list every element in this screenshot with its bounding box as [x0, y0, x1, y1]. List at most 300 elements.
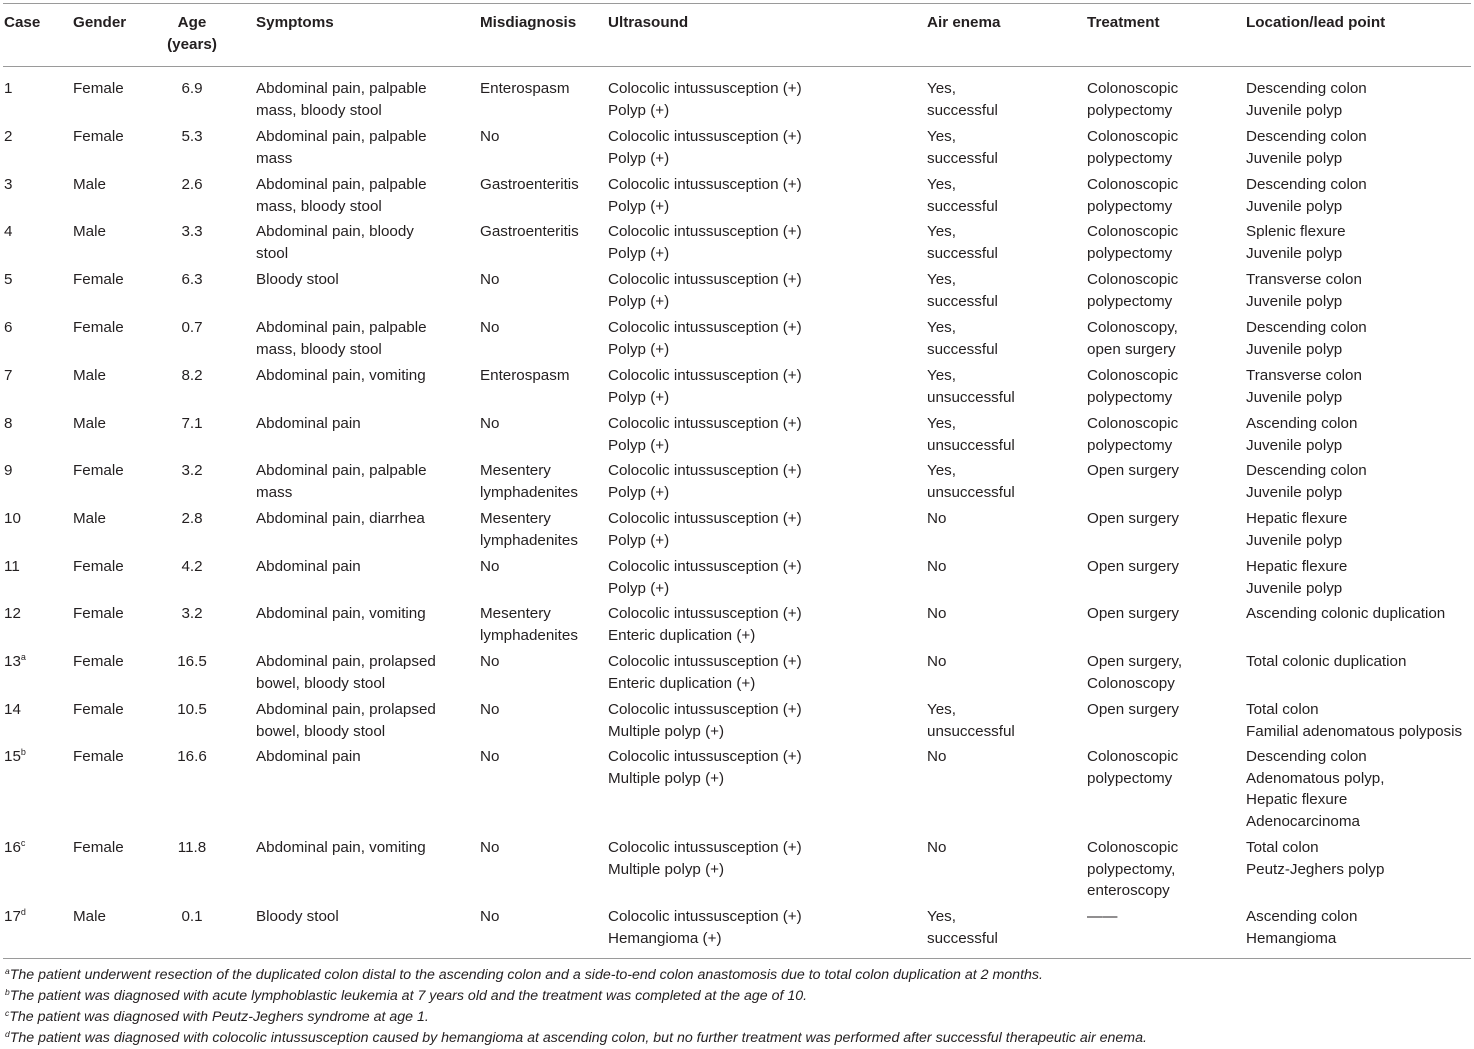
cell-misdiagnosis-line: No — [480, 558, 500, 575]
cell-treatment-line: Open surgery — [1087, 462, 1180, 479]
footnote — [5, 1008, 429, 1026]
cell-air-enema-line: Yes, — [927, 271, 956, 288]
cell-symptoms — [256, 413, 361, 435]
case-number: 6 — [4, 319, 13, 336]
cell-misdiagnosis — [480, 556, 499, 578]
header-age-unit: (years) — [167, 35, 217, 53]
footnote-text: The patient underwent resection of the duplicated colon distal to the ascending colon and a side-to-end colon anastomosis due to total colon duplication at 2 months. — [9, 967, 1043, 983]
cell-treatment-line: Colonoscopy — [1087, 674, 1175, 692]
cell-treatment — [1087, 651, 1182, 694]
cell-symptoms-line: Abdominal pain, vomiting — [256, 839, 426, 856]
cell-treatment — [1087, 126, 1178, 169]
cell-symptoms — [256, 126, 427, 169]
cell-gender: Male — [73, 223, 106, 240]
case-number: 14 — [4, 701, 21, 718]
cell-air-enema — [927, 269, 998, 312]
cell-symptoms — [256, 269, 339, 291]
cell-symptoms — [256, 837, 426, 859]
cell-location-line: Juvenile polyp — [1246, 101, 1343, 119]
cell-air-enema-line: Yes, — [927, 176, 956, 193]
cell-gender: Female — [73, 80, 124, 97]
case-number: 10 — [4, 510, 21, 527]
cell-treatment-line: polypectomy — [1087, 436, 1173, 454]
cell-location-line: Transverse colon — [1246, 367, 1362, 384]
footnote-mark: b — [5, 987, 10, 997]
cell-gender: Male — [73, 367, 106, 384]
cell-age: 6.9 — [181, 80, 203, 97]
cell-location-line: Descending colon — [1246, 462, 1367, 479]
cell-location — [1246, 556, 1347, 599]
cell-location — [1246, 174, 1367, 217]
cell-case — [4, 413, 12, 435]
footnote-marker: d — [20, 907, 26, 917]
cell-symptoms-line: Abdominal pain, palpable — [256, 319, 427, 336]
cell-location — [1246, 460, 1367, 503]
cell-symptoms-line: Abdominal pain, palpable — [256, 128, 427, 145]
cell-age: 6.3 — [181, 271, 203, 288]
cell-misdiagnosis — [480, 460, 578, 503]
case-number: 8 — [4, 415, 13, 432]
cell-gender: Female — [73, 128, 124, 145]
cell-symptoms — [256, 460, 427, 503]
cell-age: 16.5 — [177, 653, 207, 670]
cell-location-line: Descending colon — [1246, 80, 1367, 97]
cell-location-line: Descending colon — [1246, 319, 1367, 336]
cell-symptoms-line: Abdominal pain, vomiting — [256, 367, 426, 384]
cell-treatment-line: Colonoscopic — [1087, 128, 1179, 145]
cell-symptoms-line: Abdominal pain, bloody — [256, 223, 414, 240]
cell-case — [4, 603, 21, 625]
cell-location — [1246, 746, 1384, 832]
cell-age: 5.3 — [181, 128, 203, 145]
cell-misdiagnosis-line: lymphadenites — [480, 531, 578, 549]
cell-treatment — [1087, 174, 1178, 217]
cell-symptoms — [256, 174, 427, 217]
cell-location — [1246, 508, 1347, 551]
cell-location-line: Juvenile polyp — [1246, 197, 1343, 215]
cell-location — [1246, 269, 1362, 312]
cell-location — [1246, 221, 1346, 264]
cell-ultrasound-line: Polyp (+) — [608, 531, 670, 549]
cell-symptoms-line: bowel, bloody stool — [256, 722, 386, 740]
cell-location-line: Juvenile polyp — [1246, 436, 1343, 454]
cell-ultrasound-line: Colocolic intussusception (+) — [608, 223, 802, 240]
cell-ultrasound-line: Colocolic intussusception (+) — [608, 908, 802, 925]
cell-ultrasound-line: Polyp (+) — [608, 340, 670, 358]
cell-misdiagnosis — [480, 269, 499, 291]
cell-location-line: Juvenile polyp — [1246, 483, 1343, 501]
cell-ultrasound-line: Polyp (+) — [608, 101, 670, 119]
cell-air-enema — [927, 746, 946, 768]
cell-air-enema-line: successful — [927, 197, 998, 215]
cell-location-line: Juvenile polyp — [1246, 340, 1343, 358]
cell-location-line: Ascending colon — [1246, 415, 1358, 432]
cell-misdiagnosis — [480, 413, 499, 435]
cell-misdiagnosis — [480, 699, 499, 721]
cell-air-enema-line: Yes, — [927, 223, 956, 240]
cell-age: 16.6 — [177, 748, 207, 765]
cell-age: 7.1 — [181, 415, 203, 432]
case-number: 4 — [4, 223, 13, 240]
cell-gender: Female — [73, 605, 124, 622]
cell-symptoms — [256, 651, 436, 694]
cell-air-enema — [927, 603, 946, 625]
cell-misdiagnosis-line: Enterospasm — [480, 367, 570, 384]
cell-misdiagnosis-line: Gastroenteritis — [480, 176, 579, 193]
cell-air-enema-line: Yes, — [927, 319, 956, 336]
cell-treatment-line: polypectomy — [1087, 769, 1173, 787]
footnote — [5, 987, 807, 1005]
cell-ultrasound — [608, 269, 802, 312]
cell-misdiagnosis — [480, 221, 579, 243]
header-gender: Gender — [73, 14, 127, 31]
cell-air-enema-line: Yes, — [927, 908, 956, 925]
cell-misdiagnosis — [480, 603, 578, 646]
cell-treatment-line: polypectomy — [1087, 101, 1173, 119]
header-misdiagnosis: Misdiagnosis — [480, 14, 577, 31]
cell-age: 4.2 — [181, 558, 203, 575]
cell-air-enema-line: Yes, — [927, 462, 956, 479]
cell-ultrasound — [608, 556, 802, 599]
cell-age: 11.8 — [177, 839, 207, 856]
cell-gender: Female — [73, 558, 124, 575]
cell-misdiagnosis-line: lymphadenites — [480, 626, 578, 644]
cell-symptoms-line: Abdominal pain, palpable — [256, 176, 427, 193]
cell-location-line: Ascending colonic duplication — [1246, 605, 1446, 622]
cell-location-line: Juvenile polyp — [1246, 244, 1343, 262]
cell-misdiagnosis — [480, 126, 499, 148]
cell-treatment — [1087, 508, 1179, 530]
cell-treatment — [1087, 78, 1178, 121]
cell-air-enema — [927, 126, 998, 169]
cell-location — [1246, 699, 1462, 742]
cell-case — [4, 699, 21, 721]
cell-treatment-line: polypectomy — [1087, 197, 1173, 215]
cell-air-enema — [927, 508, 946, 530]
cell-treatment — [1087, 837, 1178, 902]
cell-misdiagnosis-line: Gastroenteritis — [480, 223, 579, 240]
cell-case — [4, 221, 12, 243]
cell-age: 8.2 — [181, 367, 203, 384]
cell-air-enema — [927, 906, 998, 949]
cell-ultrasound — [608, 603, 802, 646]
cell-location — [1246, 651, 1406, 673]
cell-misdiagnosis-line: No — [480, 839, 500, 856]
cell-treatment-line: Colonoscopic — [1087, 748, 1179, 765]
cell-age: 2.6 — [181, 176, 203, 193]
header-air-enema: Air enema — [927, 14, 1001, 31]
cell-misdiagnosis — [480, 174, 579, 196]
cell-symptoms-line: Bloody stool — [256, 271, 339, 288]
cell-case — [4, 460, 12, 482]
cell-location-line: Total colon — [1246, 701, 1319, 718]
cell-symptoms-line: stool — [256, 244, 289, 262]
cell-misdiagnosis — [480, 746, 499, 768]
cell-treatment-line: Open surgery, — [1087, 653, 1183, 670]
cell-treatment — [1087, 460, 1179, 482]
cell-treatment — [1087, 603, 1179, 625]
cell-gender: Male — [73, 176, 106, 193]
cell-location — [1246, 906, 1357, 949]
cell-location-line: Juvenile polyp — [1246, 292, 1343, 310]
cell-treatment-line: Colonoscopic — [1087, 80, 1179, 97]
cell-air-enema-line: unsuccessful — [927, 722, 1015, 740]
cell-treatment-line: polypectomy — [1087, 244, 1173, 262]
cell-misdiagnosis-line: No — [480, 748, 500, 765]
cell-ultrasound-line: Polyp (+) — [608, 483, 670, 501]
cell-symptoms-line: Abdominal pain, vomiting — [256, 605, 426, 622]
cell-age: 2.8 — [181, 510, 203, 527]
cell-case — [4, 269, 12, 291]
cell-location-line: Hepatic flexure — [1246, 791, 1348, 808]
footnote-mark: d — [5, 1029, 10, 1039]
cell-treatment-line: Open surgery — [1087, 605, 1180, 622]
footnote-text: The patient was diagnosed with Peutz-Jeghers syndrome at age 1. — [9, 1009, 429, 1025]
cell-air-enema-line: No — [927, 605, 947, 622]
cell-location-line: Juvenile polyp — [1246, 149, 1343, 167]
cell-gender: Female — [73, 653, 124, 670]
cell-gender: Female — [73, 701, 124, 718]
cell-ultrasound-line: Colocolic intussusception (+) — [608, 558, 802, 575]
cell-symptoms — [256, 603, 426, 625]
cell-location — [1246, 126, 1367, 169]
cell-treatment-line: polypectomy — [1087, 149, 1173, 167]
cell-ultrasound-line: Colocolic intussusception (+) — [608, 367, 802, 384]
footnote-mark: c — [5, 1008, 10, 1018]
cell-ultrasound — [608, 460, 802, 503]
cell-symptoms — [256, 699, 436, 742]
case-number: 1 — [4, 80, 13, 97]
cell-case — [4, 651, 26, 673]
case-number: 2 — [4, 128, 13, 145]
cell-age: 10.5 — [177, 701, 207, 718]
cell-symptoms — [256, 221, 414, 264]
cell-age: 0.1 — [181, 908, 203, 925]
cell-ultrasound-line: Colocolic intussusception (+) — [608, 748, 802, 765]
cell-ultrasound-line: Multiple polyp (+) — [608, 722, 725, 740]
cell-air-enema — [927, 460, 1015, 503]
cell-air-enema-line: successful — [927, 929, 998, 947]
cell-air-enema-line: unsuccessful — [927, 388, 1015, 406]
cell-air-enema-line: successful — [927, 101, 998, 119]
cell-ultrasound-line: Colocolic intussusception (+) — [608, 510, 802, 527]
case-number: 13 — [4, 653, 21, 670]
cell-location-line: Descending colon — [1246, 128, 1367, 145]
cell-gender: Female — [73, 271, 124, 288]
cell-ultrasound-line: Polyp (+) — [608, 244, 670, 262]
cell-treatment-line: Open surgery — [1087, 510, 1180, 527]
cell-ultrasound-line: Polyp (+) — [608, 197, 670, 215]
cell-air-enema-line: successful — [927, 149, 998, 167]
cell-location-line: Juvenile polyp — [1246, 531, 1343, 549]
cell-symptoms-line: mass, bloody stool — [256, 197, 382, 215]
cell-location-line: Hemangioma — [1246, 929, 1337, 947]
cell-location — [1246, 317, 1367, 360]
cell-age: 3.3 — [181, 223, 203, 240]
case-number: 12 — [4, 605, 21, 622]
cell-treatment — [1087, 413, 1178, 456]
header-age — [162, 12, 222, 55]
cell-air-enema — [927, 221, 998, 264]
cell-treatment-line: Colonoscopic — [1087, 223, 1179, 240]
cell-symptoms-line: Abdominal pain — [256, 748, 361, 765]
header-ultrasound: Ultrasound — [608, 14, 689, 31]
case-number: 5 — [4, 271, 13, 288]
cell-gender: Female — [73, 319, 124, 336]
cell-ultrasound-line: Polyp (+) — [608, 436, 670, 454]
cell-misdiagnosis-line: Enterospasm — [480, 80, 570, 97]
cell-ultrasound-line: Multiple polyp (+) — [608, 769, 725, 787]
cell-location-line: Total colonic duplication — [1246, 653, 1407, 670]
cell-symptoms-line: Abdominal pain — [256, 415, 361, 432]
header-age-label: Age — [177, 14, 207, 31]
cell-symptoms — [256, 508, 425, 530]
cell-symptoms — [256, 556, 361, 578]
cell-air-enema-line: successful — [927, 340, 998, 358]
cell-air-enema-line: No — [927, 748, 947, 765]
cell-air-enema-line: Yes, — [927, 128, 956, 145]
cell-treatment-line: Colonoscopic — [1087, 367, 1179, 384]
cell-ultrasound-line: Colocolic intussusception (+) — [608, 701, 802, 718]
case-number: 7 — [4, 367, 13, 384]
cell-location-line: Juvenile polyp — [1246, 388, 1343, 406]
cell-location-line: Hepatic flexure — [1246, 510, 1348, 527]
cell-treatment-line: Colonoscopic — [1087, 839, 1179, 856]
cell-ultrasound — [608, 651, 802, 694]
cell-ultrasound-line: Colocolic intussusception (+) — [608, 128, 802, 145]
cell-location-line: Peutz-Jeghers polyp — [1246, 860, 1385, 878]
cell-location-line: Hepatic flexure — [1246, 558, 1348, 575]
cell-case — [4, 317, 12, 339]
cell-air-enema — [927, 699, 1015, 742]
footnote-marker: a — [20, 652, 26, 662]
cell-ultrasound — [608, 221, 802, 264]
cell-treatment-line: Colonoscopy, — [1087, 319, 1178, 336]
cell-case — [4, 174, 12, 196]
cell-treatment — [1087, 746, 1178, 789]
case-number: 15 — [4, 748, 21, 765]
cell-misdiagnosis-line: No — [480, 908, 500, 925]
cell-air-enema-line: No — [927, 510, 947, 527]
table-top-rule — [3, 3, 1471, 4]
cell-gender: Female — [73, 462, 124, 479]
header-symptoms: Symptoms — [256, 14, 334, 31]
cell-location-line: Adenocarcinoma — [1246, 812, 1360, 830]
cell-misdiagnosis-line: Mesentery — [480, 510, 551, 527]
cell-misdiagnosis — [480, 837, 499, 859]
cell-air-enema — [927, 317, 998, 360]
cell-treatment-line: polypectomy — [1087, 292, 1173, 310]
header-case: Case — [4, 14, 41, 31]
cell-case — [4, 837, 25, 859]
cell-symptoms-line: Abdominal pain, prolapsed — [256, 701, 436, 718]
cell-air-enema-line: Yes, — [927, 80, 956, 97]
cell-ultrasound-line: Colocolic intussusception (+) — [608, 271, 802, 288]
cell-air-enema-line: Yes, — [927, 415, 956, 432]
footnote-marker: c — [20, 838, 26, 848]
cell-misdiagnosis — [480, 651, 499, 673]
cell-ultrasound-line: Colocolic intussusception (+) — [608, 462, 802, 479]
cell-location — [1246, 413, 1357, 456]
cell-symptoms-line: Abdominal pain, diarrhea — [256, 510, 425, 527]
cell-symptoms-line: Abdominal pain, palpable — [256, 80, 427, 97]
cell-air-enema — [927, 556, 946, 578]
cell-case — [4, 365, 12, 387]
cell-gender: Female — [73, 839, 124, 856]
cell-treatment — [1087, 221, 1178, 264]
cell-air-enema-line: unsuccessful — [927, 483, 1015, 501]
cell-treatment-line: Colonoscopic — [1087, 415, 1179, 432]
cell-misdiagnosis — [480, 508, 578, 551]
footnote-text: The patient was diagnosed with acute lymphoblastic leukemia at 7 years old and the treatment was completed at the age of 10. — [9, 988, 808, 1004]
footnote-text: The patient was diagnosed with colocolic intussusception caused by hemangioma at ascending colon, but no further treatment was performed after successful therapeutic air enema. — [9, 1030, 1147, 1046]
cell-case — [4, 508, 21, 530]
cell-ultrasound-line: Colocolic intussusception (+) — [608, 319, 802, 336]
cell-air-enema — [927, 78, 998, 121]
cell-ultrasound — [608, 837, 802, 880]
cell-location-line: Total colon — [1246, 839, 1319, 856]
cell-location — [1246, 78, 1367, 121]
cell-air-enema-line: No — [927, 839, 947, 856]
table-bottom-rule — [3, 958, 1471, 959]
cell-age: 3.2 — [181, 605, 203, 622]
header-bottom-rule — [3, 66, 1471, 67]
footnote — [5, 966, 1043, 984]
cell-location-line: Descending colon — [1246, 748, 1367, 765]
cell-air-enema-line: No — [927, 558, 947, 575]
cell-symptoms — [256, 906, 339, 928]
cell-misdiagnosis — [480, 317, 499, 339]
case-number: 11 — [4, 558, 20, 575]
cell-symptoms-line: Bloody stool — [256, 908, 339, 925]
cell-treatment-line: polypectomy, — [1087, 860, 1176, 878]
cell-ultrasound — [608, 174, 802, 217]
cell-treatment-line: Open surgery — [1087, 701, 1180, 718]
cell-ultrasound-line: Colocolic intussusception (+) — [608, 653, 802, 670]
cell-misdiagnosis-line: No — [480, 701, 500, 718]
cell-treatment-line: —— — [1087, 908, 1118, 925]
cell-treatment-line: polypectomy — [1087, 388, 1173, 406]
cell-misdiagnosis-line: lymphadenites — [480, 483, 578, 501]
cell-misdiagnosis-line: Mesentery — [480, 462, 551, 479]
cell-treatment — [1087, 317, 1178, 360]
cell-location-line: Familial adenomatous polyposis — [1246, 722, 1463, 740]
cell-symptoms-line: mass — [256, 149, 293, 167]
cell-ultrasound — [608, 78, 802, 121]
cell-misdiagnosis-line: No — [480, 415, 500, 432]
cell-ultrasound-line: Enteric duplication (+) — [608, 626, 756, 644]
footnote — [5, 1029, 1147, 1047]
cell-misdiagnosis — [480, 906, 499, 928]
cell-case — [4, 746, 26, 768]
cell-symptoms-line: bowel, bloody stool — [256, 674, 386, 692]
cell-symptoms-line: Abdominal pain, prolapsed — [256, 653, 436, 670]
cell-ultrasound-line: Colocolic intussusception (+) — [608, 605, 802, 622]
cell-misdiagnosis-line: No — [480, 319, 500, 336]
cell-age: 3.2 — [181, 462, 203, 479]
cell-ultrasound-line: Colocolic intussusception (+) — [608, 839, 802, 856]
cell-ultrasound — [608, 317, 802, 360]
cell-case — [4, 78, 12, 100]
cell-location-line: Descending colon — [1246, 176, 1367, 193]
cell-ultrasound — [608, 906, 802, 949]
cell-air-enema-line: successful — [927, 244, 998, 262]
cell-location — [1246, 603, 1445, 625]
cell-symptoms — [256, 78, 427, 121]
cell-treatment-line: enteroscopy — [1087, 882, 1170, 899]
cell-symptoms-line: mass, bloody stool — [256, 340, 382, 358]
cell-air-enema — [927, 413, 1015, 456]
